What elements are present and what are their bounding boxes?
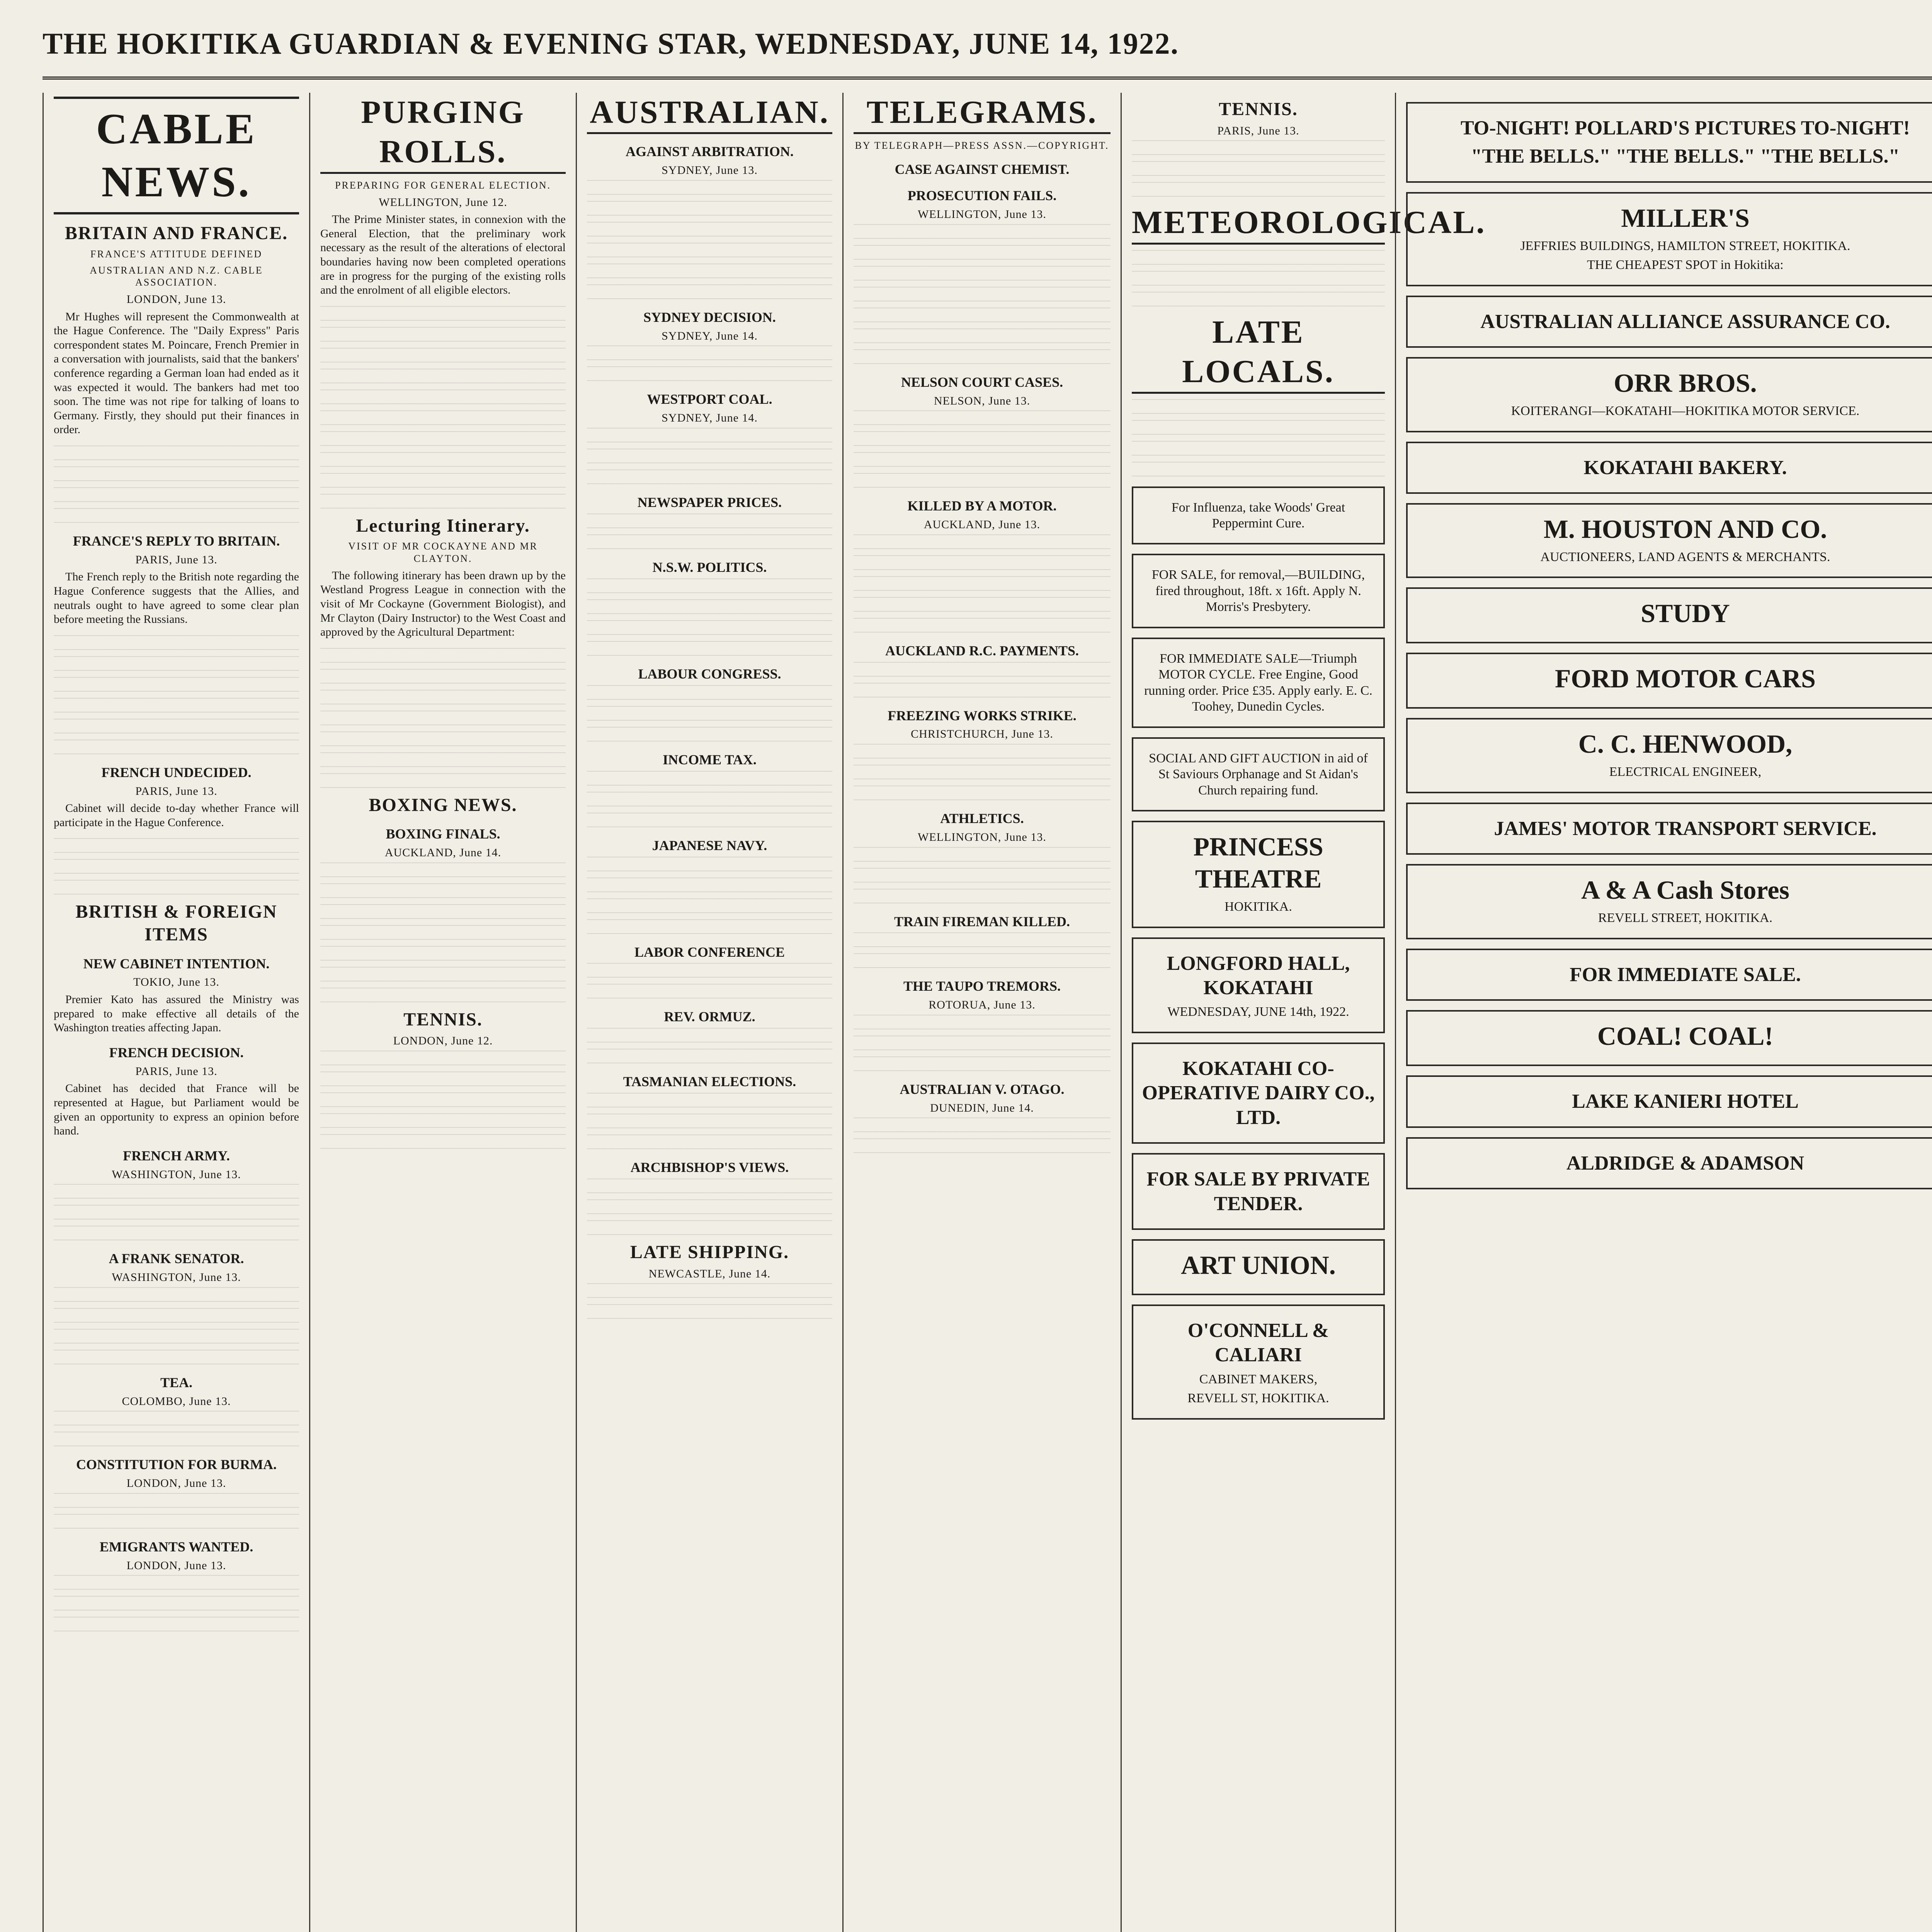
story-headline: FRENCH UNDECIDED.	[101, 764, 252, 780]
story-headline: CONSTITUTION FOR BURMA.	[76, 1457, 277, 1473]
story-headline: NELSON COURT CASES.	[901, 374, 1063, 390]
ad-ford	[1406, 653, 1932, 709]
ad-coal	[1406, 1010, 1932, 1066]
dateline: TOKIO, June 13.	[133, 976, 219, 989]
ad-title: STUDY	[1641, 599, 1730, 628]
ad-henwood	[1406, 718, 1932, 793]
ad-title: LONGFORD HALL, KOKATAHI	[1167, 952, 1350, 999]
column-cable-news	[43, 93, 309, 1932]
story-headline: N.S.W. POLITICS.	[652, 559, 767, 575]
story: Mr Hughes will represent the Commonwealth at the Hague Conference. The "Daily Express" Paris correspondent states M. Poincare, French Premier in a conversation with journalists, said that the bankers' conference regarding a German loan had ended as it was expected it would. The bankers had met too soon. The time was not ripe for talking of loans to Germany. Firstly, they should put their finances in order.	[54, 310, 299, 436]
ad-title: KOKATAHI CO-OPERATIVE DAIRY CO., LTD.	[1142, 1057, 1375, 1129]
story: The following itinerary has been drawn up by the Westland Progress League in connection with the visit of Mr Cockayne (Government Biologist), and Mr Clayton (Dairy Instructor) to the West Coast and approved by the Agricultural Department:	[320, 569, 566, 639]
story-headline: JAPANESE NAVY.	[652, 837, 767, 853]
dateline: PARIS, June 13.	[1217, 124, 1299, 137]
kicker: FRANCE'S ATTITUDE DEFINED	[90, 248, 263, 260]
dateline: LONDON, June 13.	[126, 1477, 226, 1490]
story: The French reply to the British note regarding the Hague Conference suggests that the Allies, and neutrals ought to have agreed to some clear plan before meeting the Russians.	[54, 570, 299, 626]
ad-aa-cash-stores	[1406, 864, 1932, 939]
section-title: AUSTRALIAN.	[587, 93, 832, 134]
headline: TENNIS.	[403, 1009, 483, 1030]
section-title: PURGING ROLLS.	[320, 93, 566, 174]
dateline: AUCKLAND, June 14.	[384, 846, 502, 859]
ad-title: AUSTRALIAN ALLIANCE ASSURANCE CO.	[1480, 310, 1890, 333]
ad-title: LAKE KANIERI HOTEL	[1572, 1090, 1799, 1113]
section-title: METEOROLOGICAL.	[1132, 203, 1385, 244]
story-headline: AUCKLAND R.C. PAYMENTS.	[885, 643, 1079, 658]
ad-subtitle: CABINET MAKERS,	[1199, 1372, 1318, 1386]
column-locals	[1121, 93, 1486, 1932]
story-headline: FRENCH DECISION.	[109, 1044, 244, 1060]
column-ads-middle	[1395, 93, 1932, 1932]
ad-private-tender	[1132, 1153, 1385, 1230]
ad-influenza	[1132, 486, 1385, 545]
story-headline: AGAINST ARBITRATION.	[626, 144, 794, 160]
ad-subtitle: ELECTRICAL ENGINEER,	[1609, 765, 1762, 779]
kicker: VISIT OF MR COCKAYNE AND MR CLAYTON.	[348, 541, 538, 565]
story: Cabinet has decided that France will be represented at Hague, but Parliament would be given an opportunity to express an opinion before hand.	[54, 1082, 299, 1138]
ad-title: FORD MOTOR CARS	[1555, 664, 1816, 694]
dateline: LONDON, June 13.	[126, 1559, 226, 1572]
ad-immediate-sale	[1406, 949, 1932, 1001]
ad-address: REVELL STREET, HOKITIKA.	[1598, 911, 1773, 925]
ad-title: TO-NIGHT! POLLARD'S PICTURES TO-NIGHT!	[1461, 117, 1910, 139]
story-headline: FRANCE'S REPLY TO BRITAIN.	[73, 533, 280, 549]
ad-pollards-pictures	[1406, 102, 1932, 183]
ad-feature: "THE BELLS." "THE BELLS." "THE BELLS."	[1471, 145, 1900, 168]
ad-text: For Influenza, take Woods' Great Peppermint Cure.	[1171, 500, 1345, 531]
ad-longford-hall	[1132, 937, 1385, 1033]
ad-date: WEDNESDAY, JUNE 14th, 1922.	[1167, 1005, 1349, 1019]
section-title: CABLE NEWS.	[54, 97, 299, 214]
dateline: COLOMBO, June 13.	[122, 1395, 231, 1408]
dateline: NELSON, June 13.	[934, 394, 1031, 407]
ad-title: KOKATAHI BAKERY.	[1583, 456, 1787, 479]
story-headline: TASMANIAN ELECTIONS.	[623, 1074, 796, 1090]
story-headline: AUSTRALIAN V. OTAGO.	[900, 1081, 1065, 1097]
story-headline: WESTPORT COAL.	[647, 391, 772, 407]
headline: BRITAIN AND FRANCE.	[65, 223, 288, 244]
ad-title: ART UNION.	[1181, 1250, 1336, 1280]
story-headline: LABOR CONFERENCE	[634, 944, 785, 960]
story-headline: FRENCH ARMY.	[123, 1148, 230, 1163]
ad-art-union	[1132, 1239, 1385, 1295]
ad-text: SOCIAL AND GIFT AUCTION in aid of St Saviours Orphanage and St Aidan's Church repairing fund.	[1149, 751, 1368, 798]
dateline: AUCKLAND, June 13.	[923, 518, 1041, 531]
ad-social-auction	[1132, 737, 1385, 811]
ad-title: O'CONNELL & CALIARI	[1187, 1320, 1329, 1366]
dateline: CHRISTCHURCH, June 13.	[911, 728, 1053, 741]
story-headline: ATHLETICS.	[940, 811, 1024, 826]
ad-subtitle: KOITERANGI—KOKATAHI—HOKITIKA MOTOR SERVICE.	[1511, 404, 1860, 418]
ad-title: FOR SALE BY PRIVATE TENDER.	[1146, 1168, 1370, 1215]
headline: LATE SHIPPING.	[630, 1242, 789, 1263]
story-headline: NEWSPAPER PRICES.	[637, 494, 782, 510]
ad-houston	[1406, 503, 1932, 578]
section-title: LATE LOCALS.	[1132, 313, 1385, 394]
dateline: SYDNEY, June 14.	[662, 412, 758, 425]
masthead	[43, 11, 1932, 80]
section-title: TELEGRAMS.	[854, 93, 1111, 134]
story-headline: A FRANK SENATOR.	[109, 1251, 244, 1267]
ad-title: ORR BROS.	[1614, 368, 1757, 398]
ad-title: ALDRIDGE & ADAMSON	[1566, 1152, 1804, 1174]
dateline: LONDON, June 13.	[126, 293, 226, 306]
ad-motor-cycle	[1132, 638, 1385, 728]
ad-alliance-assurance	[1406, 296, 1932, 348]
dateline: PARIS, June 13.	[135, 1065, 218, 1078]
story-headline: TEA.	[160, 1374, 193, 1390]
ad-title: FOR IMMEDIATE SALE.	[1570, 963, 1801, 986]
story: The Prime Minister states, in connexion with the General Election, that the preliminary work necessary as the result of the alterations of electoral boundaries having now been completed operations are in progress for the purging of the existing rolls and the enrolment of all eligible electors.	[320, 213, 566, 297]
ad-title: M. HOUSTON AND CO.	[1543, 514, 1827, 544]
ad-study	[1406, 587, 1932, 643]
ad-subtitle: HOKITIKA.	[1225, 900, 1292, 914]
column-australian	[576, 93, 842, 1932]
ad-lake-kanieri	[1406, 1075, 1932, 1128]
story-headline: LABOUR CONGRESS.	[638, 666, 781, 682]
dateline: NEWCASTLE, June 14.	[648, 1267, 771, 1280]
agency-credit: AUSTRALIAN AND N.Z. CABLE ASSOCIATION.	[90, 264, 263, 288]
ad-address: JEFFRIES BUILDINGS, HAMILTON STREET, HOKITIKA.	[1520, 238, 1850, 253]
kicker: BY TELEGRAPH—PRESS ASSN.—COPYRIGHT.	[855, 140, 1109, 151]
dateline: WASHINGTON, June 13.	[112, 1271, 241, 1284]
story-headline: FREEZING WORKS STRIKE.	[888, 707, 1077, 723]
story-headline: THE TAUPO TREMORS.	[903, 978, 1061, 994]
ad-building-sale	[1132, 554, 1385, 628]
ad-address: REVELL ST, HOKITIKA.	[1187, 1391, 1329, 1406]
ad-kokatahi-bakery	[1406, 442, 1932, 494]
ad-princess-theatre	[1132, 821, 1385, 928]
ad-title: COAL! COAL!	[1597, 1021, 1774, 1051]
story-headline: REV. ORMUZ.	[664, 1009, 755, 1025]
dateline: WELLINGTON, June 12.	[379, 196, 507, 209]
dateline: WELLINGTON, June 13.	[918, 830, 1046, 844]
column-telegrams	[842, 93, 1121, 1932]
dateline: ROTORUA, June 13.	[929, 998, 1036, 1012]
story: Cabinet will decide to-day whether France will participate in the Hague Conference.	[54, 802, 299, 829]
newspaper-title: THE HOKITIKA GUARDIAN & EVENING STAR, WEDNESDAY, JUNE 14, 1922.	[43, 27, 1179, 60]
story-subheadline: PROSECUTION FAILS.	[907, 188, 1057, 204]
ad-james-transport	[1406, 803, 1932, 855]
story-headline: SYDNEY DECISION.	[643, 309, 776, 325]
story: Premier Kato has assured the Ministry was prepared to make effective all details of the Washington treaties affecting Japan.	[54, 993, 299, 1034]
ad-text: FOR IMMEDIATE SALE—Triumph MOTOR CYCLE. Free Engine, Good running order. Price £35. Apply early. E. C. Toohey, Dunedin Cycles.	[1144, 651, 1372, 714]
headline: TENNIS.	[1219, 99, 1298, 119]
dateline: SYDNEY, June 14.	[662, 329, 758, 342]
dateline: DUNEDIN, June 14.	[930, 1101, 1034, 1114]
story-headline: BOXING FINALS.	[386, 826, 500, 842]
dateline: SYDNEY, June 13.	[662, 164, 758, 177]
kicker: PREPARING FOR GENERAL ELECTION.	[335, 179, 551, 191]
ad-aldridge-adamson	[1406, 1137, 1932, 1189]
ad-title: MILLER'S	[1621, 203, 1750, 233]
ad-title: C. C. HENWOOD,	[1578, 729, 1793, 759]
story-headline: NEW CABINET INTENTION.	[83, 956, 270, 971]
dateline: WASHINGTON, June 13.	[112, 1168, 241, 1181]
story-headline: KILLED BY A MOTOR.	[907, 498, 1057, 514]
ad-title: A & A Cash Stores	[1581, 875, 1790, 905]
ad-text: FOR SALE, for removal,—BUILDING, fired throughout, 18ft. x 16ft. Apply N. Morris's Presbytery.	[1151, 568, 1365, 614]
ad-orr-bros	[1406, 357, 1932, 432]
ad-title: PRINCESS THEATRE	[1193, 832, 1323, 894]
ad-oconnell-caliari	[1132, 1304, 1385, 1420]
dateline: PARIS, June 13.	[135, 553, 218, 566]
ad-title: JAMES' MOTOR TRANSPORT SERVICE.	[1494, 817, 1877, 840]
ad-millers	[1406, 192, 1932, 286]
ad-dairy-co	[1132, 1043, 1385, 1144]
dateline: WELLINGTON, June 13.	[918, 208, 1046, 221]
story-headline: TRAIN FIREMAN KILLED.	[894, 913, 1070, 929]
story-headline: EMIGRANTS WANTED.	[99, 1539, 253, 1554]
headline: BOXING NEWS.	[369, 794, 517, 815]
dateline: PARIS, June 13.	[135, 784, 218, 798]
dateline: LONDON, June 12.	[393, 1034, 493, 1048]
story-headline: CASE AGAINST CHEMIST.	[895, 162, 1070, 177]
ad-text: THE CHEAPEST SPOT in Hokitika:	[1587, 258, 1784, 272]
ad-subtitle: AUCTIONEERS, LAND AGENTS & MERCHANTS.	[1540, 550, 1830, 565]
column-purging-rolls	[309, 93, 576, 1932]
story-headline: INCOME TAX.	[663, 752, 757, 767]
story-headline: ARCHBISHOP'S VIEWS.	[630, 1160, 789, 1175]
headline: Lecturing Itinerary.	[356, 515, 530, 536]
headline: BRITISH & FOREIGN ITEMS	[75, 901, 277, 945]
